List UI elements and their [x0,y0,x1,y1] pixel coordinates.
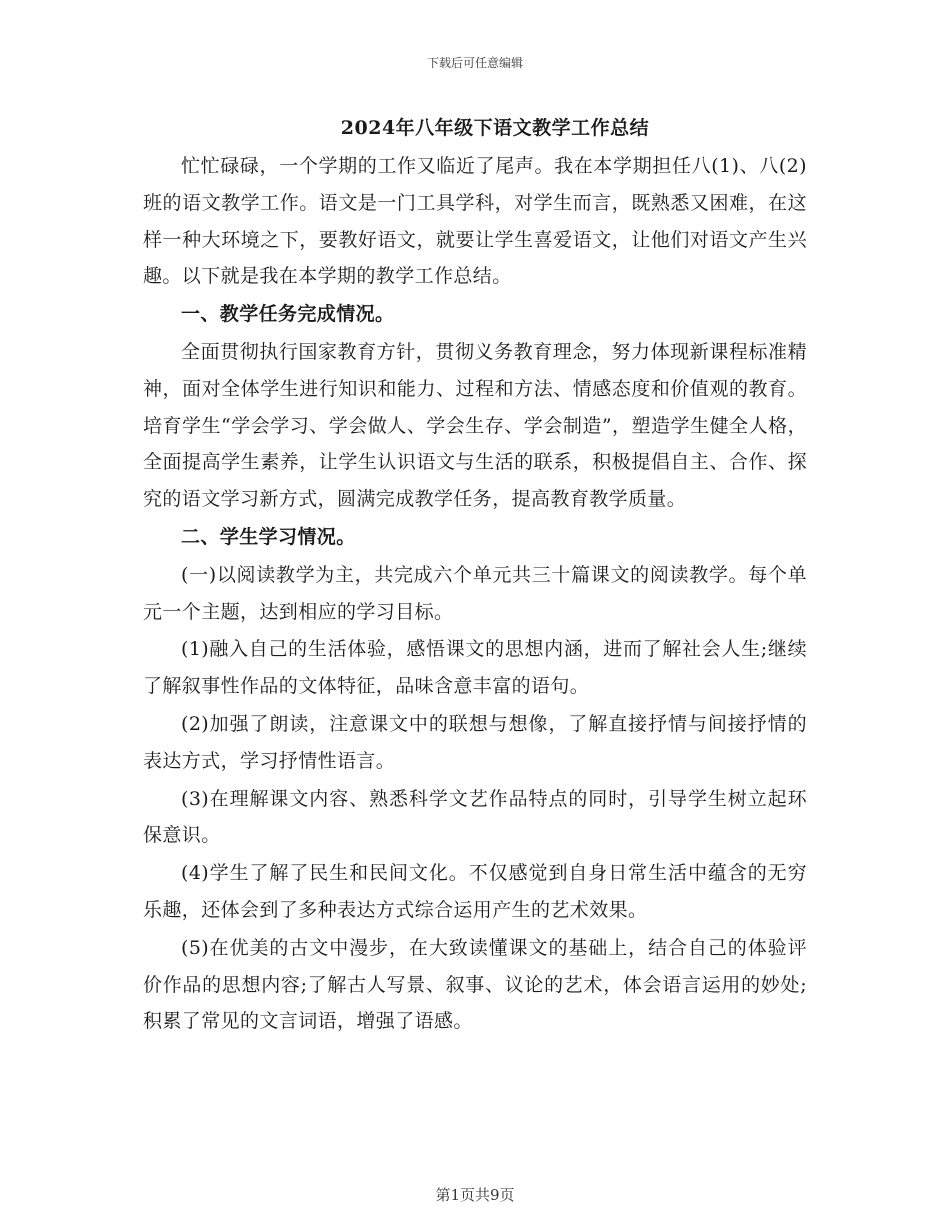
section-2-item-4: (4)学生了解了民生和民间文化。不仅感觉到自身日常生活中蕴含的无穷乐趣，还体会到了多种表达方式综合运用产生的艺术效果。 [143,862,807,921]
section-1-paragraph: 全面贯彻执行国家教育方针，贯彻义务教育理念，努力体现新课程标准精神，面对全体学生进行知识和能力、过程和方法、情感态度和价值观的教育。培育学生“学会学习、学会做人、学会生存、学会制造”，塑造学生健全人格，全面提高学生素养，让学生认识语文与生活的联系，积极提倡自主、合作、探究的语文学习新方式，圆满完成教学任务，提高教育教学质量。 [143,340,807,511]
section-heading-2: 二、学生学习情况。 [181,525,356,548]
document-body [143,112,807,1041]
page-footer-number: 第1页共9页 [435,1186,515,1204]
page-header-note: 下载后可任意编辑 [426,56,523,70]
section-2-item-1: (1)融入自己的生活体验，感悟课文的思想内涵，进而了解社会人生;继续了解叙事性作品的文体特征，品味含意丰富的语句。 [143,638,807,698]
section-2-item-5: (5)在优美的古文中漫步，在大致读懂课文的基础上，结合自己的体验评价作品的思想内容;了解古人写景、叙事、议论的艺术，体会语言运用的妙处;积累了常见的文言词语，增强了语感。 [143,936,807,1033]
section-2-item-3: (3)在理解课文内容、熟悉科学文艺作品特点的同时，引导学生树立起环保意识。 [143,787,807,847]
document-title: 2024年八年级下语文教学工作总结 [340,117,650,139]
intro-paragraph: 忙忙碌碌，一个学期的工作又临近了尾声。我在本学期担任八(1)、八(2)班的语文教学工作。语文是一门工具学科，对学生而言，既熟悉又困难，在这样一种大环境之下，要教好语文，就要让学生喜爱语文，让他们对语文产生兴趣。以下就是我在本学期的教学工作总结。 [143,155,807,288]
section-heading-1: 一、教学任务完成情况。 [181,303,395,326]
section-2-item-2: (2)加强了朗读，注意课文中的联想与想像，了解直接抒情与间接抒情的表达方式，学习抒情性语言。 [143,712,807,772]
section-2-paragraph-intro: (一)以阅读教学为主，共完成六个单元共三十篇课文的阅读教学。每个单元一个主题，达到相应的学习目标。 [143,563,807,623]
